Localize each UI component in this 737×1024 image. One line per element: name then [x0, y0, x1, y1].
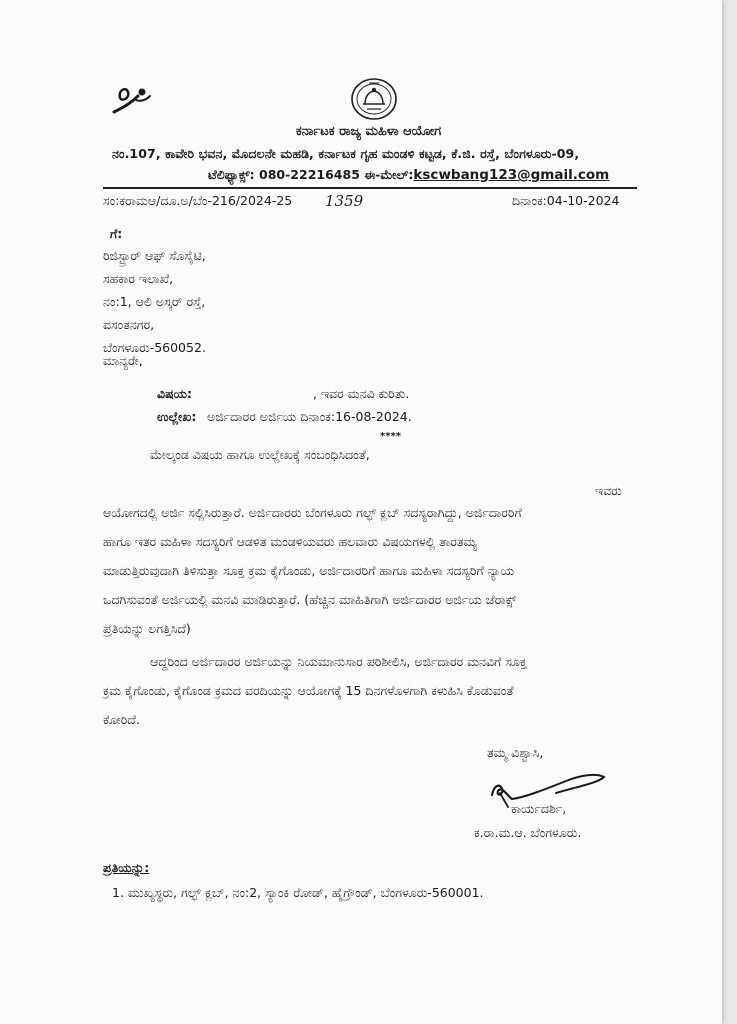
paragraph-line: ಆದ್ದರಿಂದ ಅರ್ಜಿದಾರರ ಅರ್ಜಿಯನ್ನು ನಿಯಮಾನುಸಾರ ಪರಿಶೀಲಿಸಿ, ಅರ್ಜಿದಾರರ ಮನವಿಗೆ ಸೂಕ್ತ — [150, 654, 527, 669]
copy-to-item: 1. ಮುಖ್ಯಸ್ಥರು, ಗಲ್ಫ್ ಕ್ಲಬ್, ನಂ:2, ಸ್ಯಾಂಕಿ ರೋಡ್, ಹೈಗ್ರೌಂಡ್, ಬೆಂಗಳೂರು-560001. — [112, 885, 484, 900]
organization-contact — [208, 167, 609, 183]
recipient-line: ಬೆಂಗಳೂರು-560052. — [103, 340, 206, 355]
handwritten-number — [323, 189, 379, 211]
reference-number: ಸಂ:ಕರಾಮಆ/ದೂ.ಅ/ಬೆಂ-216/2024-25 — [103, 193, 293, 208]
recipient-line: ನಂ:1, ಆಲಿ ಅಸ್ಕರ್ ರಸ್ತೆ, — [103, 294, 206, 309]
paragraph-line: ಕ್ರಮ ಕೈಗೊಂಡು, ಕೈಗೊಂಡ ಕ್ರಮದ ವರದಿಯನ್ನು ಆಯೋಗಕ್ಕೆ 15 ದಿನಗಳೊಳಗಾಗಿ ಕಳುಹಿಸಿ ಕೊಡುವಂತೆ — [103, 683, 514, 698]
paragraph-line: ಇವರು — [595, 483, 622, 498]
letter-date: ದಿನಾಂಕ:04-10-2024 — [512, 193, 620, 208]
paragraph-line: ಮಾಡುತ್ತಿರುವುದಾಗಿ ತಿಳಿಸುತ್ತಾ ಸೂಕ್ತ ಕ್ರಮ ಕೈಗೊಂಡು, ಅರ್ಜಿದಾರರಿಗೆ ಹಾಗೂ ಮಹಿಳಾ ಸದಸ್ಯರಿಗೆ ನ್ಯಾಯ — [103, 563, 515, 578]
organization-name: ಕರ್ನಾಟಕ ರಾಜ್ಯ ಮಹಿಳಾ ಆಯೋಗ — [295, 124, 442, 139]
karnataka-government-seal-icon — [349, 76, 399, 122]
subject-label: ವಿಷಯ: — [157, 386, 192, 401]
salutation: ಮಾನ್ಯರೇ, — [103, 353, 143, 368]
stylized-woman-figure-icon — [108, 78, 154, 118]
paragraph-line: ಪ್ರತಿಯನ್ನು ಲಗತ್ತಿಸಿದೆ) — [103, 621, 191, 636]
paragraph-line: ಹಾಗೂ ಇತರ ಮಹಿಳಾ ಸದಸ್ಯರಿಗೆ ಆಡಳಿತ ಮಂಡಳಿಯವರು ಹಲವಾರು ವಿಷಯಗಳಲ್ಲಿ ತಾರತಮ್ಯ — [103, 534, 478, 549]
signatory-office: ಕ.ರಾ.ಮ.ಆ. ಬೆಂಗಳೂರು. — [474, 825, 582, 840]
email-address: kscwbang123@gmail.com — [413, 167, 610, 183]
contact-prefix: ಟೆಲಿಫ್ಯಾಕ್ಸ್: 080-22216485 ಈ-ಮೇಲ್: — [208, 167, 414, 182]
copy-to-label: ಪ್ರತಿಯನ್ನು: — [103, 860, 150, 875]
paragraph-line: ಕೋರಿದೆ. — [103, 712, 140, 727]
reference-label: ಉಲ್ಲೇಖ: — [157, 409, 197, 424]
closing: ತಮ್ಮ ವಿಶ್ವಾಸಿ, — [487, 745, 544, 760]
intro-line: ಮೇಲ್ಕಂಡ ವಿಷಯ ಹಾಗೂ ಉಲ್ಲೇಖಕ್ಕೆ ಸಂಬಂಧಿಸಿದಂತೆ, — [150, 447, 370, 462]
reference-text: ಅರ್ಜಿದಾರರ ಅರ್ಜಿಯ ದಿನಾಂಕ:16-08-2024. — [207, 409, 412, 424]
recipient-line: ವಸಂತನಗರ, — [103, 317, 155, 332]
paragraph-line: ಒದಗಿಸುವಂತೆ ಅರ್ಜಿಯಲ್ಲಿ ಮನವಿ ಮಾಡಿರುತ್ತಾರೆ. (ಹೆಚ್ಚಿನ ಮಾಹಿತಿಗಾಗಿ ಅರ್ಜಿದಾರರ ಅರ್ಜಿಯ ಜೆರಾಕ್ಸ್ — [103, 592, 517, 607]
signatory-designation: ಕಾರ್ಯದರ್ಶಿ, — [511, 801, 567, 816]
subject-text: , ಇವರ ಮನವಿ ಕುರಿತು. — [313, 386, 410, 401]
paragraph-line: ಆಯೋಗದಲ್ಲಿ ಅರ್ಜಿ ಸಲ್ಲಿಸಿರುತ್ತಾರೆ. ಅರ್ಜಿದಾರರು ಬೆಂಗಳೂರು ಗಲ್ಫ್ ಕ್ಲಬ್ ಸದಸ್ಯರಾಗಿದ್ದು, ಅರ್ಜಿದಾರರಿಗೆ — [103, 505, 522, 520]
recipient-line: ಸಹಕಾರ ಇಲಾಖೆ, — [103, 271, 174, 286]
separator: **** — [380, 431, 401, 442]
to-label: ಗೆ: — [110, 226, 123, 241]
svg-text:1359: 1359 — [325, 192, 364, 210]
recipient-line: ರಿಜಿಸ್ಟ್ರಾರ್ ಆಫ್ ಸೊಸೈಟಿ, — [103, 248, 206, 263]
organization-address: ನಂ.107, ಕಾವೇರಿ ಭವನ, ಮೊದಲನೇ ಮಹಡಿ, ಕರ್ನಾಟಕ ಗೃಹ ಮಂಡಳಿ ಕಟ್ಟಡ, ಕೆ.ಜಿ. ರಸ್ತೆ, ಬೆಂಗಳೂರು-09, — [112, 146, 580, 161]
